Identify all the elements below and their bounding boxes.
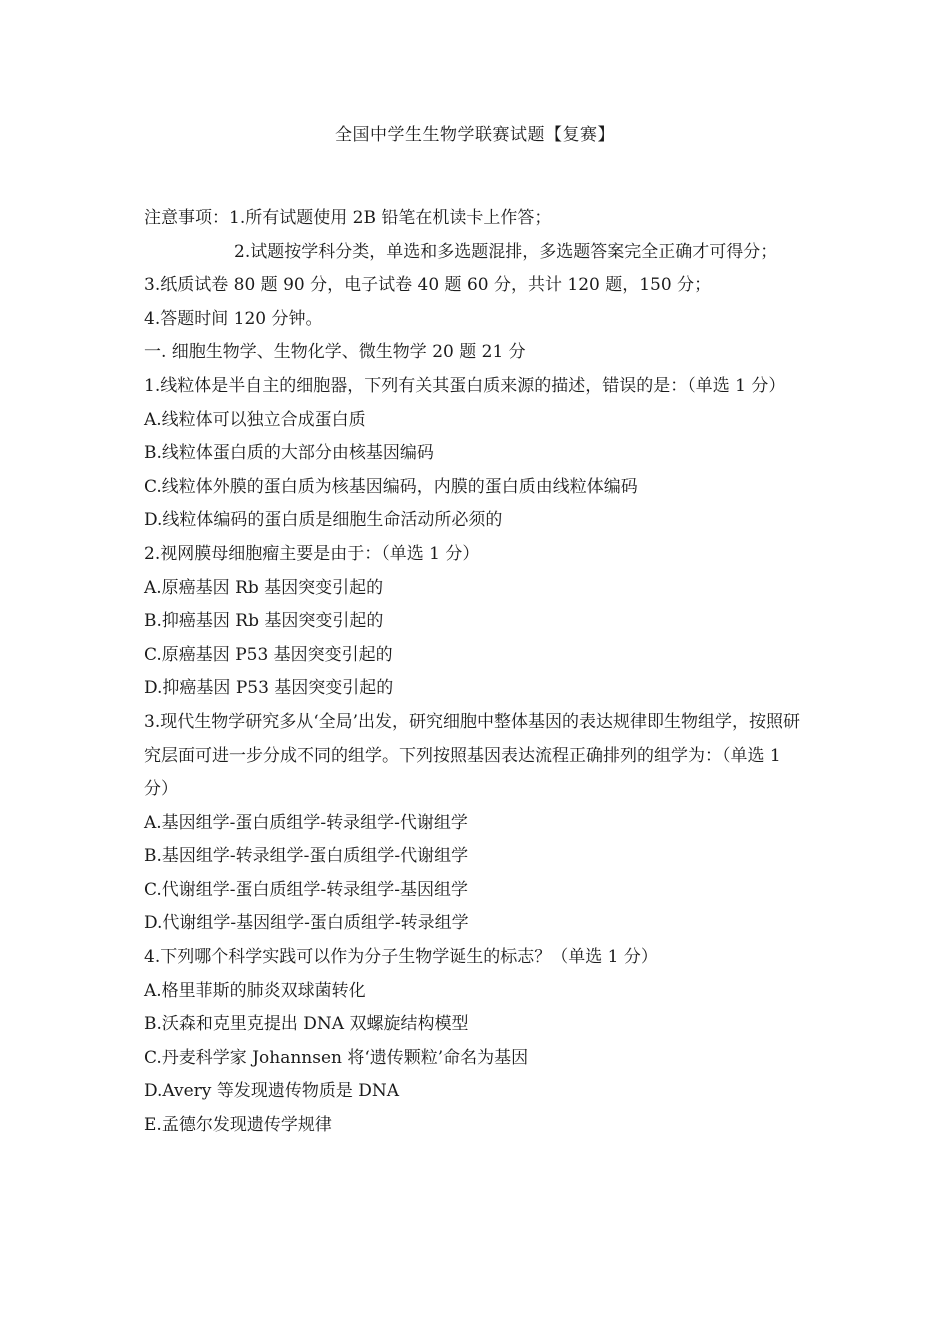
notice-label: 注意事项： <box>144 208 229 228</box>
option-c: C.丹麦科学家 Johannsen 将‘遗传颗粒’命名为基因 <box>144 1047 529 1068</box>
option-d: D.抑癌基因 P53 基因突变引起的 <box>144 678 394 699</box>
question-4 <box>144 941 810 1143</box>
option-d: D.线粒体编码的蛋白质是细胞生命活动所必须的 <box>144 510 503 531</box>
option-a: A.线粒体可以独立合成蛋白质 <box>144 409 366 430</box>
notice-item-3: 3.纸质试卷 80 题 90 分，电子试卷 40 题 60 分，共计 120 题，150 分； <box>144 275 712 296</box>
question-stem: 3.现代生物学研究多从‘全局’出发，研究细胞中整体基因的表达规律即生物组学，按照研究层面可进一步分成不同的组学。下列按照基因表达流程正确排列的组学为：（单选 1 分） <box>144 711 801 800</box>
option-b: B.线粒体蛋白质的大部分由核基因编码 <box>144 443 434 464</box>
option-c: C.代谢组学-蛋白质组学-转录组学-基因组学 <box>144 879 469 900</box>
option-a: A.格里菲斯的肺炎双球菌转化 <box>144 980 366 1001</box>
option-d: D.代谢组学-基因组学-蛋白质组学-转录组学 <box>144 913 469 934</box>
question-stem: 2.视网膜母细胞瘤主要是由于：（单选 1 分） <box>144 543 480 564</box>
notice-item-4: 4.答题时间 120 分钟。 <box>144 308 323 329</box>
notice-block <box>144 202 810 336</box>
document-title: 全国中学生生物学联赛试题【复赛】 <box>335 125 615 145</box>
option-e: E.孟德尔发现遗传学规律 <box>144 1115 332 1136</box>
section-heading: 一. 细胞生物学、生物化学、微生物学 20 题 21 分 <box>144 342 526 363</box>
document-body <box>144 202 810 1143</box>
notice-item-1: 1.所有试题使用 2B 铅笔在机读卡上作答； <box>229 208 552 228</box>
option-a: A.基因组学-蛋白质组学-转录组学-代谢组学 <box>144 812 468 833</box>
option-d: D.Avery 等发现遗传物质是 DNA <box>144 1081 399 1102</box>
option-a: A.原癌基因 Rb 基因突变引起的 <box>144 577 384 598</box>
question-stem: 4.下列哪个科学实践可以作为分子生物学诞生的标志？（单选 1 分） <box>144 947 658 968</box>
option-c: C.线粒体外膜的蛋白质为核基因编码，内膜的蛋白质由线粒体编码 <box>144 476 638 497</box>
question-1 <box>144 370 810 538</box>
question-3 <box>144 706 810 941</box>
option-b: B.沃森和克里克提出 DNA 双螺旋结构模型 <box>144 1014 469 1035</box>
option-b: B.抑癌基因 Rb 基因突变引起的 <box>144 611 384 632</box>
notice-item-2: 2.试题按学科分类，单选和多选题混排，多选题答案完全正确才可得分； <box>234 241 778 262</box>
question-stem: 1.线粒体是半自主的细胞器，下列有关其蛋白质来源的描述，错误的是：（单选 1 分） <box>144 375 786 396</box>
option-c: C.原癌基因 P53 基因突变引起的 <box>144 644 393 665</box>
option-b: B.基因组学-转录组学-蛋白质组学-代谢组学 <box>144 846 469 867</box>
question-2 <box>144 538 810 706</box>
